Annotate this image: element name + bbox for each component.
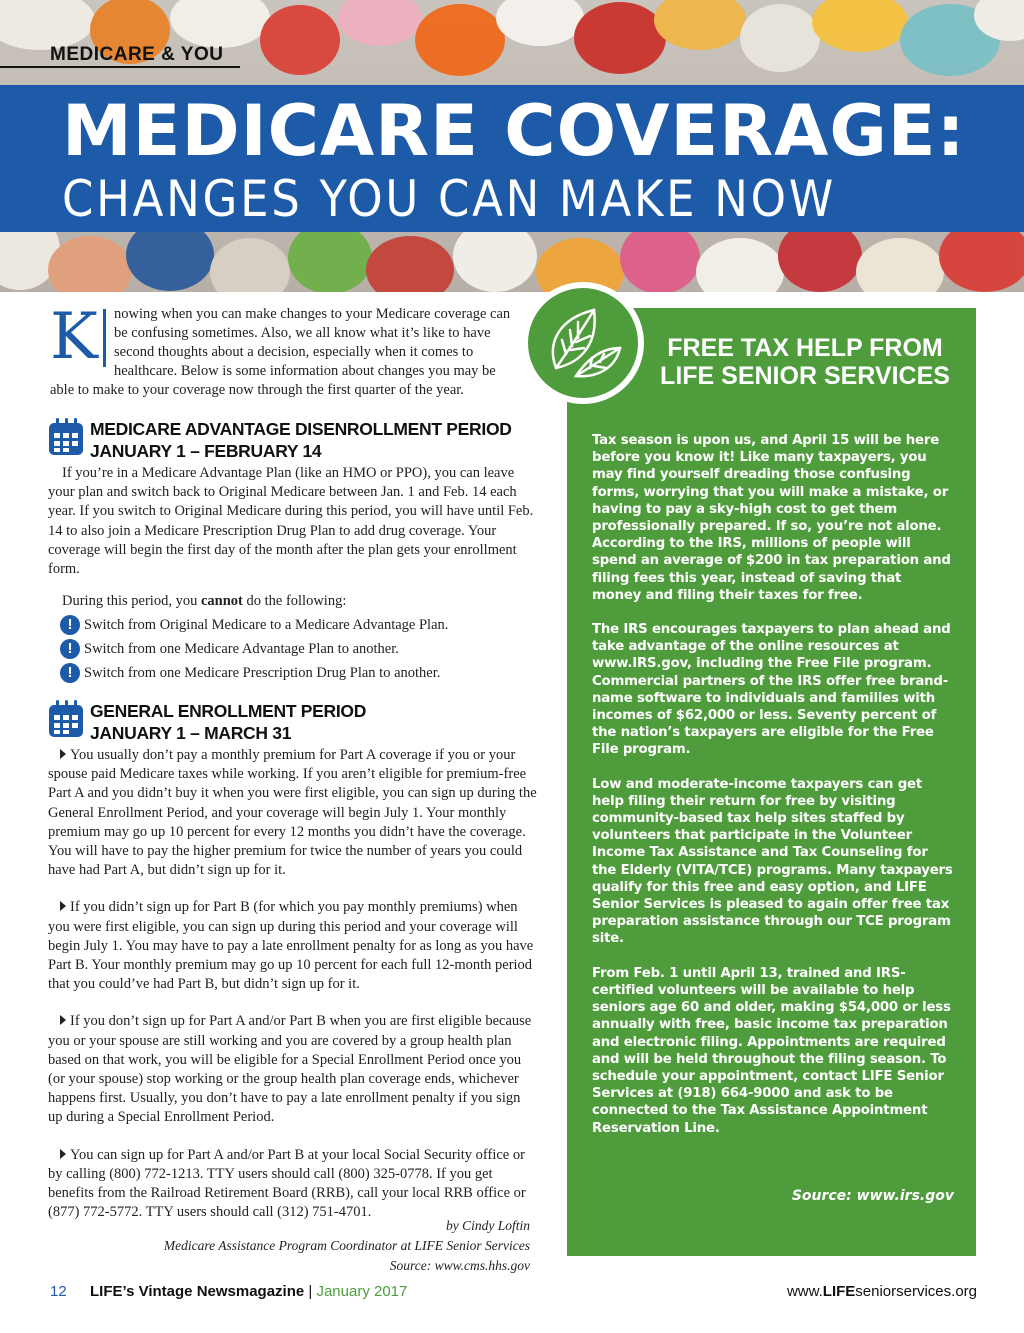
tax-box-body bbox=[592, 432, 954, 1154]
general-title: GENERAL ENROLLMENT PERIOD bbox=[90, 701, 367, 721]
during-period-text: During this period, you cannot do the following: bbox=[62, 593, 347, 610]
leaf-badge bbox=[522, 282, 644, 404]
main-title: MEDICARE COVERAGE: bbox=[62, 90, 966, 172]
page-number: 12 bbox=[50, 1283, 67, 1300]
triangle-bullet-icon bbox=[60, 1149, 66, 1159]
byline-source: Source: www.cms.hhs.gov bbox=[389, 1258, 530, 1273]
section-rule bbox=[0, 66, 240, 68]
website-url: www.LIFEseniorservices.org bbox=[786, 1283, 977, 1300]
list-item: ! Switch from one Medicare Advantage Plan to another. bbox=[48, 639, 538, 659]
alert-icon: ! bbox=[60, 663, 80, 683]
general-paragraph: If you didn’t sign up for Part B (for which you pay monthly premiums) when you were first eligible, you can sign up during this period and your coverage will begin July 1. You may have to pay a late enrollment penalty for as long as you have Part B. Your monthly premium may go up 10 percent for each full 12-month period that you could’ve had Part B, but didn’t sign up for it. bbox=[48, 899, 534, 993]
advantage-body: If you’re in a Medicare Advantage Plan (like an HMO or PPO), you can leave your plan and switch back to Original Medicare between Jan. 1 and Feb. 14 each year. If you switch to Original Medicare during this period, you will have until Feb. 14 to also join a Medicare Prescription Drug Plan to add drug coverage. Your coverage will begin the first day of the month after the plan gets your enrollment form. bbox=[48, 465, 534, 578]
tax-box-source: Source: www.irs.gov bbox=[791, 1188, 954, 1204]
leaf-icon bbox=[536, 296, 630, 390]
general-dates: JANUARY 1 – MARCH 31 bbox=[90, 723, 292, 743]
tax-box-title: FREE TAX HELP FROM LIFE SENIOR SERVICES bbox=[660, 334, 950, 390]
section-label: MEDICARE & YOU bbox=[50, 44, 224, 65]
publication-name: LIFE’s Vintage Newsmagazine | January 2017 bbox=[90, 1283, 408, 1300]
tax-paragraph: Low and moderate-income taxpayers can get help filing their return for free by visiting community-based tax help sites staffed by volunteers that participate in the Volunteer Income Tax Assistance and Tax Counseling for the Elderly (VITA/TCE) programs. Many taxpayers qualify for this free and easy option, and LIFE Senior Services is pleased to again offer free tax preparation assistance through our TCE program site. bbox=[592, 776, 953, 947]
intro-paragraph bbox=[50, 300, 515, 400]
general-paragraph: If you don’t sign up for Part A and/or Part B when you are first eligible because you or your spouse are still working and you are covered by a group health plan based on that work, you will be eligible for a Special Enrollment Period once you (or your spouse) stop working or the group health plan coverage ends, whichever happens first. Usually, you don’t have to pay a late enrollment penalty if you sign up during a Special Enrollment Period. bbox=[48, 1013, 532, 1126]
triangle-bullet-icon bbox=[60, 1015, 66, 1025]
calendar-icon bbox=[48, 700, 84, 738]
byline-role: Medicare Assistance Program Coordinator at LIFE Senior Services bbox=[163, 1238, 530, 1253]
tax-paragraph: From Feb. 1 until April 13, trained and IRS-certified volunteers will be available to help seniors age 60 and older, making $54,000 or less annually with free, basic income tax preparation and electronic filing. Appointments are required and will be held throughout the filing season. To schedule your appointment, contact LIFE Senior Services at (918) 664-9000 and ask to be connected to the Tax Assistance Appointment Reservation Line. bbox=[592, 965, 951, 1136]
alert-icon: ! bbox=[60, 615, 80, 635]
advantage-section bbox=[48, 418, 538, 683]
alert-icon: ! bbox=[60, 639, 80, 659]
calendar-icon bbox=[48, 418, 84, 456]
list-item: ! Switch from one Medicare Prescription Drug Plan to another. bbox=[48, 663, 538, 683]
dropcap: K bbox=[50, 309, 106, 367]
byline-author: by Cindy Loftin bbox=[446, 1218, 530, 1233]
advantage-title: MEDICARE ADVANTAGE DISENROLLMENT PERIOD bbox=[90, 419, 512, 439]
tax-paragraph: Tax season is upon us, and April 15 will be here before you know it! Like many taxpayers, you may find yourself dreading those confusing forms, worrying that you will make a mistake, or having to pay a sky-high cost to get them professionally prepared. If so, you’re not alone. According to the IRS, millions of people will spend an average of $200 in tax preparation and filing fees this year, instead of saving that money and filing their taxes for free. bbox=[592, 433, 951, 603]
issue-date: January 2017 bbox=[316, 1283, 408, 1300]
tax-paragraph: The IRS encourages taxpayers to plan ahead and take advantage of the online resources at www.IRS.gov, including the Free File program. Commercial partners of the IRS offer free brand-name software to individuals and families with incomes of $62,000 or less. Seventy percent of the nation’s taxpayers are eligible for the Free File program. bbox=[592, 622, 951, 758]
general-paragraph: You usually don’t pay a monthly premium for Part A coverage if you or your spouse paid Medicare taxes while working. If you aren’t eligible for premium-free Part A and you didn’t buy it when you were first eligible, you can sign up during the General Enrollment Period, and your coverage will begin July 1. Your monthly premium may go up 10 percent for every 12 months you didn’t have the coverage. You will have to pay the higher premium for twice the number of years you could have had Part A, but didn’t sign up for it. bbox=[48, 747, 537, 879]
intro-text: nowing when you can make changes to your Medicare coverage can be confusing sometimes. Also, we all know what it’s like to have second thoughts about a decision, especially when it comes to healthcare. Below is some information about changes you may be able to make to your coverage now through the first quarter of the year. bbox=[50, 306, 511, 398]
general-paragraph: You can sign up for Part A and/or Part B at your local Social Security office or by calling (800) 772-1213. TTY users should call (800) 325-0778. If you get benefits from the Railroad Retirement Board (RRB), call your local RRB office or (877) 772-5772. TTY users should call (312) 751-4701. bbox=[48, 1146, 526, 1221]
general-section bbox=[48, 700, 538, 1222]
advantage-dates: JANUARY 1 – FEBRUARY 14 bbox=[90, 441, 322, 461]
byline bbox=[164, 1216, 530, 1276]
triangle-bullet-icon bbox=[60, 901, 66, 911]
list-item: ! Switch from Original Medicare to a Medicare Advantage Plan. bbox=[48, 615, 538, 635]
triangle-bullet-icon bbox=[60, 749, 66, 759]
sub-title: CHANGES YOU CAN MAKE NOW bbox=[62, 170, 836, 228]
